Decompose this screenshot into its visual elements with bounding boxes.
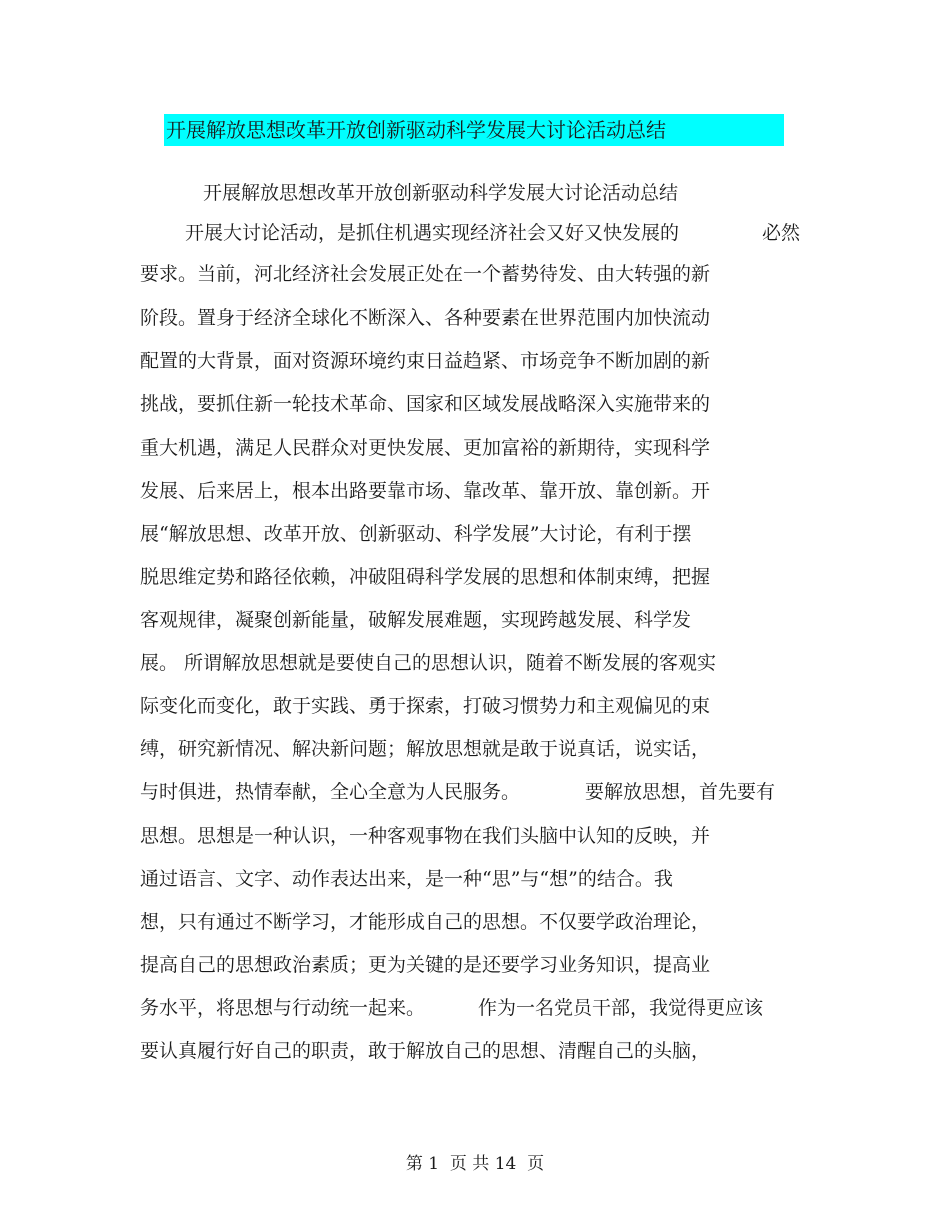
body-line: 重大机遇，满足人民群众对更快发展、更加富裕的新期待，实现科学 bbox=[140, 437, 711, 459]
body-line: 思想。思想是一种认识，一种客观事物在我们头脑中认知的反映，并 bbox=[140, 825, 711, 847]
body-line: 缚，研究新情况、解决新问题；解放思想就是敢于说真话，说实话， bbox=[140, 738, 711, 760]
body-line: 发展、后来居上，根本出路要靠市场、靠改革、靠开放、靠创新。开 bbox=[140, 480, 711, 502]
body-line: 想，只有通过不断学习，才能形成自己的思想。不仅要学政治理论， bbox=[140, 911, 711, 933]
body-line: 阶段。置身于经济全球化不断深入、各种要素在世界范围内加快流动 bbox=[140, 307, 711, 329]
body-line-tail: 作为一名党员干部，我觉得更应该 bbox=[478, 997, 764, 1019]
body-line: 展。 所谓解放思想就是要使自己的思想认识，随着不断发展的客观实 bbox=[140, 652, 717, 674]
body-line: 际变化而变化，敢于实践、勇于探索，打破习惯势力和主观偏见的束 bbox=[140, 695, 711, 717]
body-line-tail: 必然 bbox=[762, 222, 801, 244]
body-line: 要求。当前，河北经济社会发展正处在一个蓄势待发、由大转强的新 bbox=[140, 263, 711, 285]
body-line: 务水平，将思想与行动统一起来。 bbox=[140, 997, 426, 1019]
body-line: 通过语言、文字、动作表达出来，是一种“思”与“想”的结合。我 bbox=[140, 868, 673, 890]
body-line: 开展大讨论活动，是抓住机遇实现经济社会又好又快发展的 bbox=[185, 222, 680, 244]
body-line-tail: 要解放思想，首先要有 bbox=[585, 781, 776, 803]
body-line: 提高自己的思想政治素质；更为关键的是还要学习业务知识，提高业 bbox=[140, 954, 711, 976]
body-line: 展“解放思想、改革开放、创新驱动、科学发展”大讨论，有利于摆 bbox=[140, 523, 692, 545]
body-line: 挑战，要抓住新一轮技术革命、国家和区域发展战略深入实施带来的 bbox=[140, 393, 711, 415]
body-line: 与时俱进，热情奉献，全心全意为人民服务。 bbox=[140, 781, 521, 803]
body-line: 配置的大背景，面对资源环境约束日益趋紧、市场竞争不断加剧的新 bbox=[140, 350, 711, 372]
page-number: 第 1 页 共 14 页 bbox=[405, 1154, 545, 1174]
document-subtitle: 开展解放思想改革开放创新驱动科学发展大讨论活动总结 bbox=[203, 182, 679, 204]
document-title: 开展解放思想改革开放创新驱动科学发展大讨论活动总结 bbox=[164, 114, 784, 146]
body-line: 客观规律，凝聚创新能量，破解发展难题，实现跨越发展、科学发 bbox=[140, 609, 692, 631]
body-line: 要认真履行好自己的职责，敢于解放自己的思想、清醒自己的头脑， bbox=[140, 1040, 711, 1062]
body-line: 脱思维定势和路径依赖，冲破阻碍科学发展的思想和体制束缚，把握 bbox=[140, 566, 711, 588]
